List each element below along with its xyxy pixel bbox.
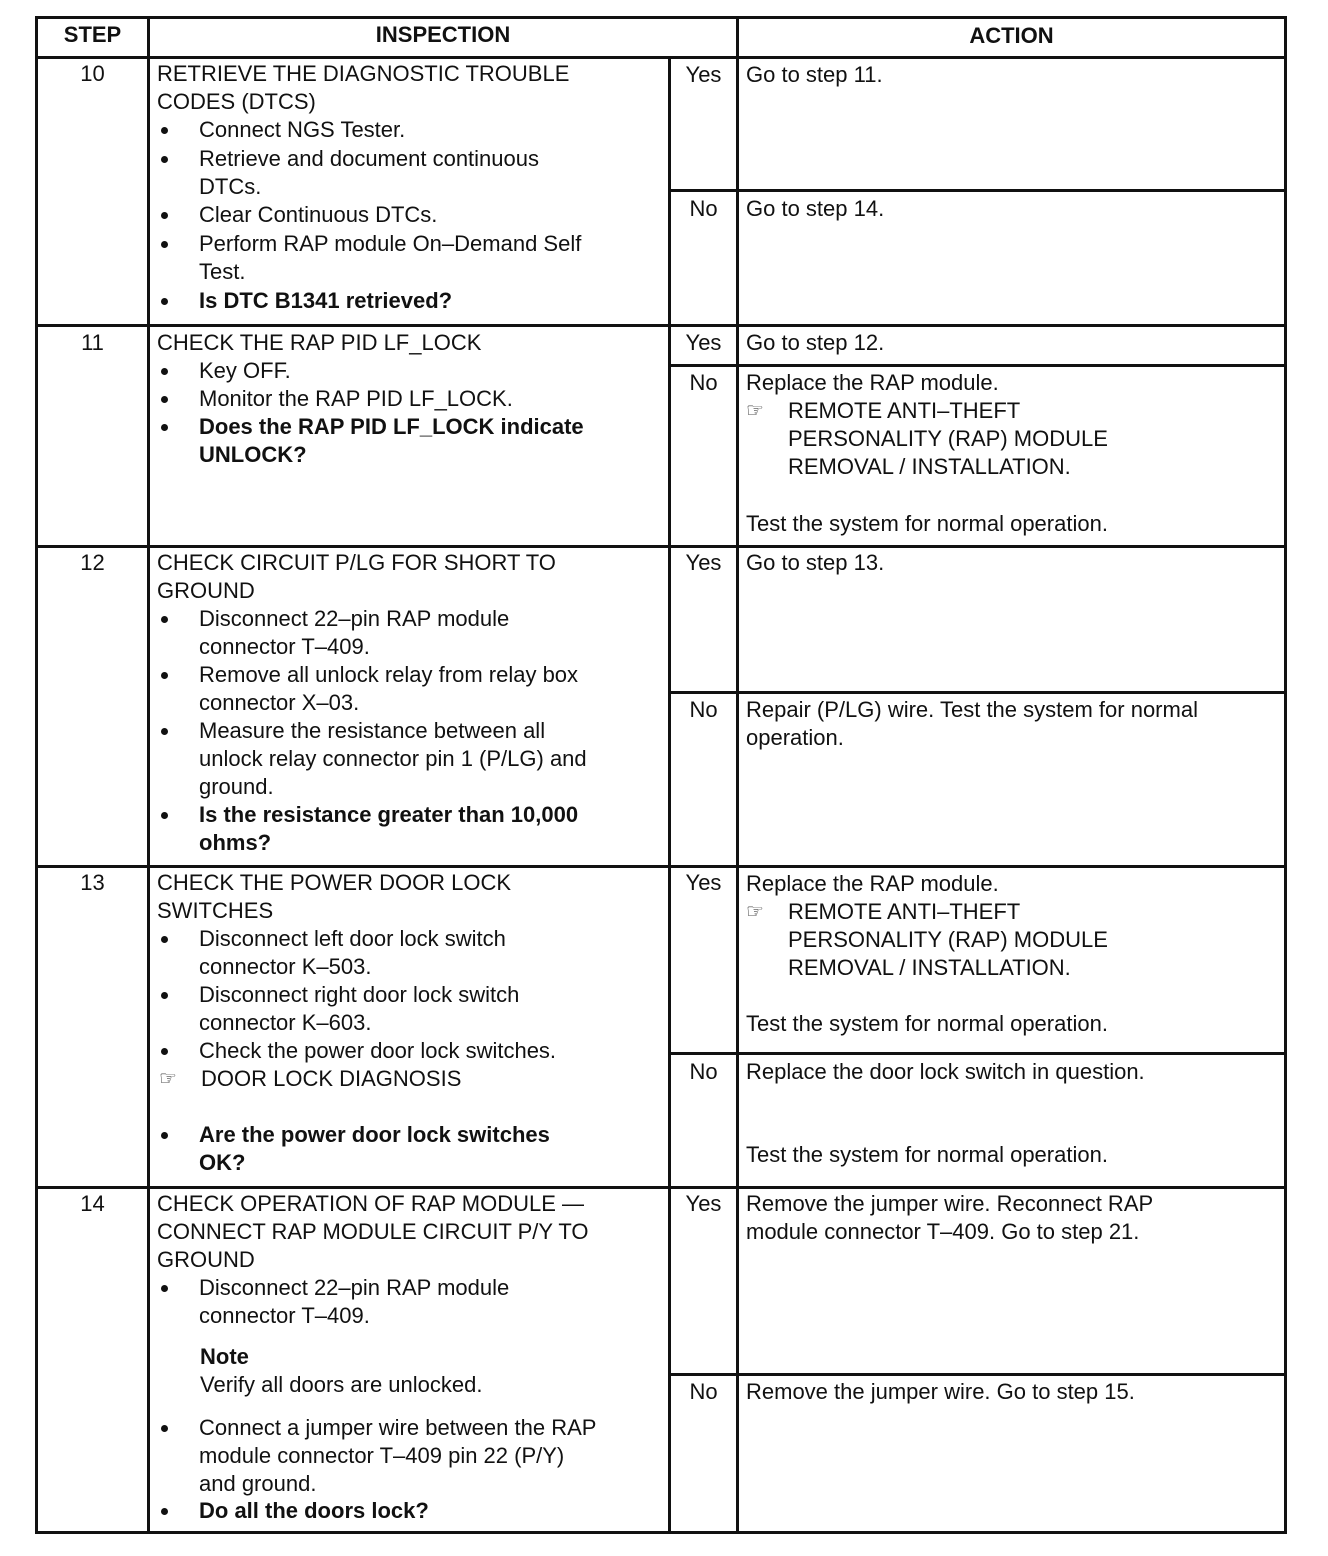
inspection-item: Check the power door lock switches. — [199, 1038, 557, 1063]
no-action: Remove the jumper wire. Go to step 15. — [746, 1379, 1135, 1404]
yes-no-divider-13 — [668, 1052, 1287, 1055]
step-title-line: CHECK THE POWER DOOR LOCK — [157, 870, 512, 895]
inspection-item: Perform RAP module On–Demand Self — [199, 231, 582, 256]
yes-action: Go to step 13. — [746, 550, 885, 575]
inspection-item: Disconnect right door lock switch — [199, 982, 520, 1007]
no-action: Repair (P/LG) wire. Test the system for normal — [746, 697, 1198, 722]
inspection-question: Are the power door lock switches — [199, 1122, 550, 1147]
inspection-item: Connect a jumper wire between the RAP — [199, 1415, 597, 1440]
inspection-item: Connect NGS Tester. — [199, 117, 406, 142]
step-title-line: CHECK THE RAP PID LF_LOCK — [157, 330, 482, 355]
reference-link-cont[interactable]: PERSONALITY (RAP) MODULE — [788, 426, 1108, 451]
inspection-item-cont: connector K–603. — [199, 1010, 372, 1035]
yes-action: Remove the jumper wire. Reconnect RAP — [746, 1191, 1154, 1216]
yes-no-divider-14 — [668, 1373, 1287, 1376]
inspection-question-cont: OK? — [199, 1150, 246, 1175]
inspection-item-cont: connector K–503. — [199, 954, 372, 979]
inspection-item: Disconnect 22–pin RAP module — [199, 1275, 510, 1300]
reference-link-cont[interactable]: REMOVAL / INSTALLATION. — [788, 955, 1071, 980]
inspection-question: Is DTC B1341 retrieved? — [199, 288, 453, 313]
header-action: ACTION — [969, 23, 1054, 48]
inspection-item-cont: and ground. — [199, 1471, 317, 1496]
no-action: Go to step 14. — [746, 196, 885, 221]
step-title-line: CHECK OPERATION OF RAP MODULE — — [157, 1191, 585, 1216]
reference-link-cont[interactable]: PERSONALITY (RAP) MODULE — [788, 927, 1108, 952]
inspection-item-cont: ground. — [199, 774, 274, 799]
inspection-item: Key OFF. — [199, 358, 291, 383]
step-number: 12 — [80, 550, 105, 575]
yes-no-divider-10 — [668, 189, 1287, 192]
yes-no-divider-12 — [668, 691, 1287, 694]
step-number: 14 — [80, 1191, 105, 1216]
step-number: 13 — [80, 870, 105, 895]
inspection-item: Disconnect 22–pin RAP module — [199, 606, 510, 631]
reference-link[interactable]: ☞ REMOTE ANTI–THEFT — [788, 898, 1020, 926]
inspection-item: Remove all unlock relay from relay box — [199, 662, 579, 687]
yes-label: Yes — [685, 330, 722, 355]
table-border-left — [35, 16, 38, 1534]
inspection-item-cont: connector T–409. — [199, 1303, 370, 1328]
inspection-item-cont: unlock relay connector pin 1 (P/LG) and — [199, 746, 587, 771]
step-title-line: CONNECT RAP MODULE CIRCUIT P/Y TO — [157, 1219, 589, 1244]
yes-action-after: Test the system for normal operation. — [746, 1011, 1108, 1036]
no-label: No — [689, 1059, 718, 1084]
header-inspection: INSPECTION — [375, 22, 511, 47]
inspection-item-cont: module connector T–409 pin 22 (P/Y) — [199, 1443, 565, 1468]
yes-action: Go to step 11. — [746, 62, 883, 87]
step-title-line: CODES (DTCS) — [157, 89, 316, 114]
step-title-line: GROUND — [157, 578, 255, 603]
yes-action-cont: module connector T–409. Go to step 21. — [746, 1219, 1140, 1244]
reference-link[interactable]: ☞ DOOR LOCK DIAGNOSIS — [201, 1065, 461, 1093]
row-divider-11-12 — [35, 545, 1287, 548]
note-text: Verify all doors are unlocked. — [200, 1372, 483, 1397]
yes-label: Yes — [685, 1191, 722, 1216]
table-border-bottom — [35, 1531, 1287, 1534]
no-action: Replace the door lock switch in question. — [746, 1059, 1145, 1084]
note-title: Note — [200, 1344, 249, 1369]
reference-link[interactable]: ☞ REMOTE ANTI–THEFT — [788, 397, 1020, 425]
no-action-after: Test the system for normal operation. — [746, 511, 1108, 536]
header-divider — [35, 56, 1287, 59]
yes-label: Yes — [685, 550, 722, 575]
no-action-after: Test the system for normal operation. — [746, 1142, 1108, 1167]
step-number: 11 — [81, 330, 104, 355]
inspection-question: Does the RAP PID LF_LOCK indicate — [199, 414, 584, 439]
step-title-line: RETRIEVE THE DIAGNOSTIC TROUBLE — [157, 61, 570, 86]
yes-action: Replace the RAP module. — [746, 871, 999, 896]
reference-link-cont[interactable]: REMOVAL / INSTALLATION. — [788, 454, 1071, 479]
yes-label: Yes — [685, 870, 722, 895]
inspection-item: Clear Continuous DTCs. — [199, 202, 438, 227]
table-border-right — [1284, 16, 1287, 1534]
inspection-item-cont: DTCs. — [199, 174, 262, 199]
inspection-item: Disconnect left door lock switch — [199, 926, 506, 951]
step-title-line: GROUND — [157, 1247, 255, 1272]
inspection-item-cont: Test. — [199, 259, 246, 284]
inspection-item-cont: connector X–03. — [199, 690, 360, 715]
step-column-divider — [147, 16, 150, 1534]
inspection-question: Is the resistance greater than 10,000 — [199, 802, 579, 827]
step-title-line: CHECK CIRCUIT P/LG FOR SHORT TO — [157, 550, 556, 575]
inspection-item: Retrieve and document continuous — [199, 146, 539, 171]
step-number: 10 — [80, 61, 105, 86]
yes-no-divider-11 — [668, 364, 1287, 367]
row-divider-12-13 — [35, 865, 1287, 868]
inspection-question-cont: ohms? — [199, 830, 272, 855]
inspection-question: Do all the doors lock? — [199, 1498, 429, 1523]
row-divider-10-11 — [35, 324, 1287, 327]
action-column-divider — [736, 16, 739, 1534]
no-label: No — [689, 1379, 718, 1404]
header-step: STEP — [63, 22, 122, 47]
no-label: No — [689, 370, 718, 395]
no-label: No — [689, 697, 718, 722]
inspection-item: Measure the resistance between all — [199, 718, 546, 743]
row-divider-13-14 — [35, 1186, 1287, 1189]
no-action-cont: operation. — [746, 725, 844, 750]
step-title-line: SWITCHES — [157, 898, 274, 923]
yes-action: Go to step 12. — [746, 330, 885, 355]
yes-no-column-divider — [668, 56, 671, 1534]
inspection-question-cont: UNLOCK? — [199, 442, 307, 467]
inspection-item-cont: connector T–409. — [199, 634, 370, 659]
no-label: No — [689, 196, 718, 221]
no-action: Replace the RAP module. — [746, 370, 999, 395]
inspection-item: Monitor the RAP PID LF_LOCK. — [199, 386, 513, 411]
yes-label: Yes — [685, 62, 722, 87]
table-border-top — [35, 16, 1287, 19]
